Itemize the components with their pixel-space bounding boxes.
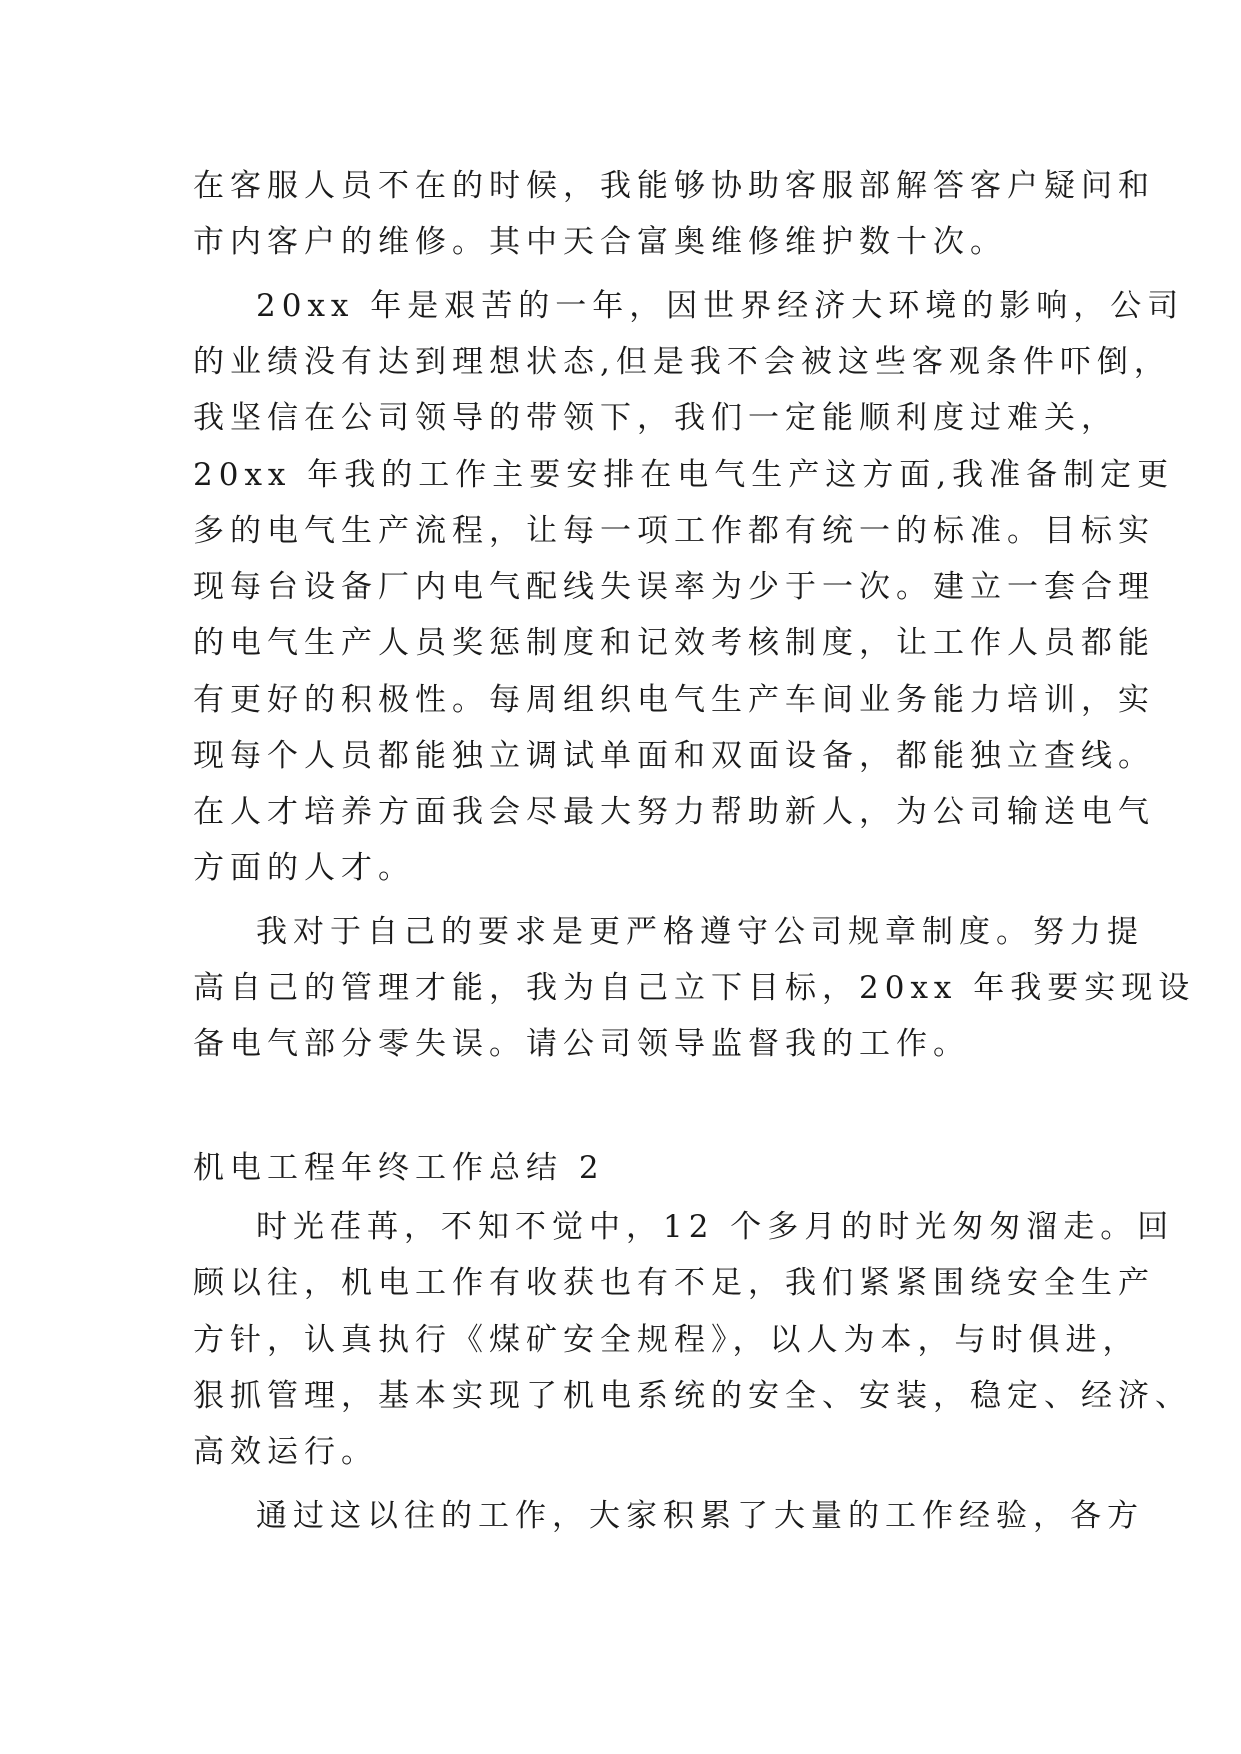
text-line: 高自己的管理才能，我为自己立下目标，20xx 年我要实现设 [193, 970, 1196, 1006]
section-heading: 机电工程年终工作总结 2 [193, 1150, 605, 1186]
text-line: 的业绩没有达到理想状态,但是我不会被这些客观条件吓倒， [193, 344, 1171, 380]
text-line: 高效运行。 [193, 1434, 378, 1470]
text-line: 方针，认真执行《煤矿安全规程》，以人为本，与时俱进， [193, 1322, 1140, 1358]
text-line: 顾以往，机电工作有收获也有不足，我们紧紧围绕安全生产 [193, 1265, 1155, 1301]
text-line: 我坚信在公司领导的带领下，我们一定能顺利度过难关， [193, 400, 1118, 436]
text-line: 20xx 年是艰苦的一年，因世界经济大环境的影响，公司 [256, 288, 1185, 324]
text-line: 现每台设备厂内电气配线失误率为少于一次。建立一套合理 [193, 569, 1155, 605]
text-line: 20xx 年我的工作主要安排在电气生产这方面,我准备制定更 [193, 457, 1175, 493]
text-line: 狠抓管理，基本实现了机电系统的安全、安装，稳定、经济、 [193, 1378, 1192, 1414]
text-line: 方面的人才。 [193, 850, 415, 886]
text-line: 多的电气生产流程，让每一项工作都有统一的标准。目标实 [193, 513, 1155, 549]
text-line: 现每个人员都能独立调试单面和双面设备，都能独立查线。 [193, 738, 1155, 774]
text-line: 的电气生产人员奖惩制度和记效考核制度，让工作人员都能 [193, 625, 1155, 661]
text-line: 备电气部分零失误。请公司领导监督我的工作。 [193, 1026, 970, 1062]
text-line: 我对于自己的要求是更严格遵守公司规章制度。努力提 [256, 914, 1144, 950]
text-line: 在客服人员不在的时候，我能够协助客服部解答客户疑问和 [193, 168, 1155, 204]
text-line: 时光荏苒，不知不觉中，12 个多月的时光匆匆溜走。回 [256, 1209, 1175, 1245]
text-line: 有更好的积极性。每周组织电气生产车间业务能力培训，实 [193, 682, 1155, 718]
text-line: 市内客户的维修。其中天合富奥维修维护数十次。 [193, 224, 1007, 260]
text-line: 通过这以往的工作，大家积累了大量的工作经验，各方 [256, 1498, 1144, 1534]
text-line: 在人才培养方面我会尽最大努力帮助新人，为公司输送电气 [193, 794, 1155, 830]
